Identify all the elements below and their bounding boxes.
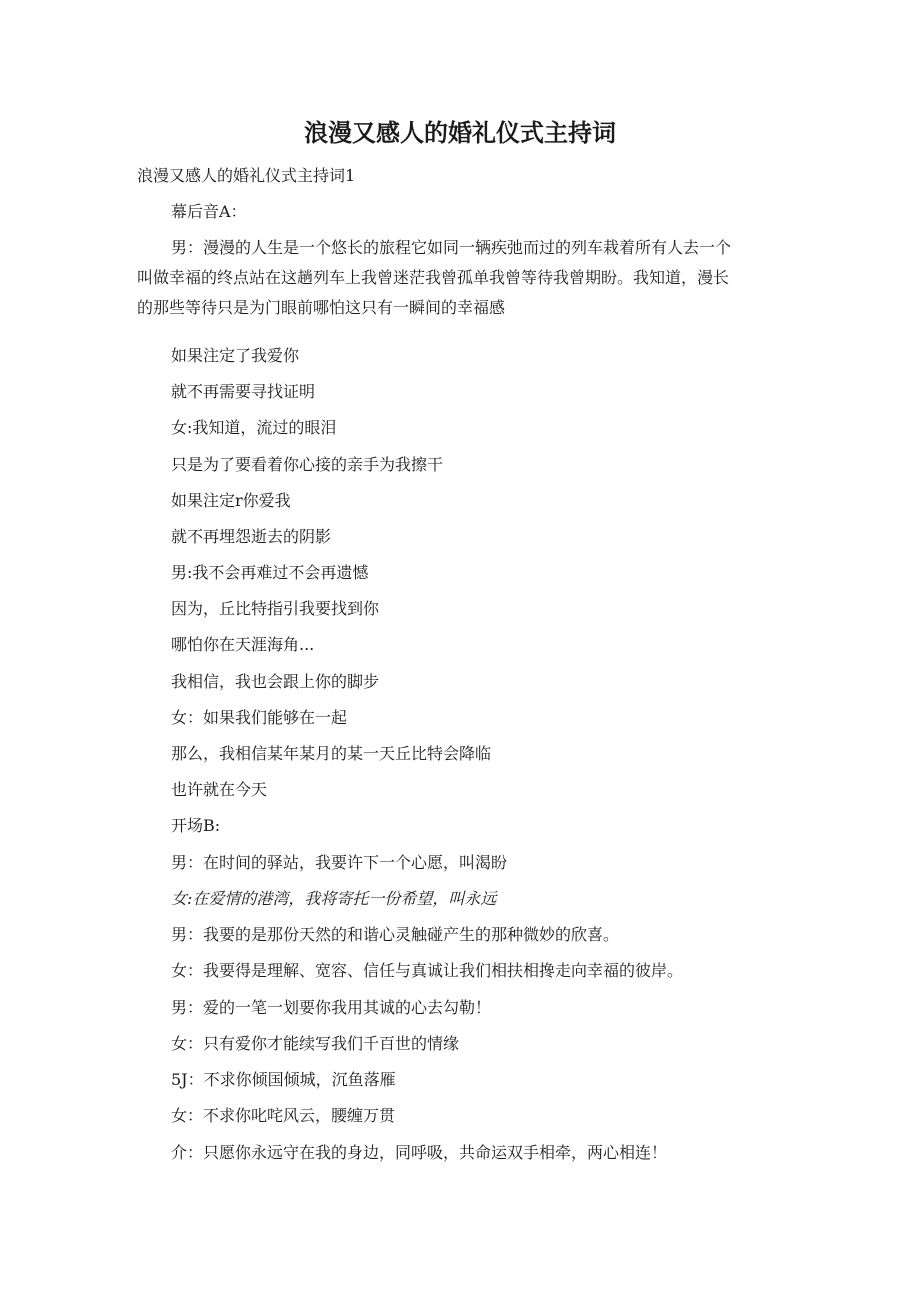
script-line: 如果注定r你爱我 — [171, 491, 291, 510]
paragraph-line-2: 叫做幸福的终点站在这趟列车上我曾迷茫我曾孤单我曾等待我曾期盼。我知道，漫长 — [137, 268, 730, 287]
script-line: 我相信，我也会跟上你的脚步 — [171, 672, 380, 691]
script-line: 也许就在今天 — [171, 780, 268, 799]
paragraph-line-1: 男：漫漫的人生是一个悠长的旅程它如同一辆疾弛而过的列车栽着所有人去一个 — [171, 238, 732, 257]
script-line: 女:在爱情的港湾，我将寄托一份希望，叫永远 — [171, 889, 497, 908]
script-line: 就不再埋怨逝去的阴影 — [171, 527, 332, 546]
script-line: 就不再需要寻找证明 — [171, 382, 316, 401]
script-line: 哪怕你在天涯海角... — [171, 635, 315, 654]
script-line: 女：我要得是理解、宽容、信任与真诚让我们相扶相搀走向幸福的彼岸。 — [171, 961, 684, 980]
script-line: 因为，丘比特指引我要找到你 — [171, 599, 380, 618]
script-line: 女：如果我们能够在一起 — [171, 708, 348, 727]
script-line: 男:我不会再难过不会再遗憾 — [171, 563, 369, 582]
script-line: 女：不求你叱咤风云，腰缠万贯 — [171, 1106, 396, 1125]
script-line: 介：只愿你永远守在我的身边，同呼吸，共命运双手相牵，两心相连！ — [171, 1143, 668, 1162]
script-line: 男：爱的一笔一划要你我用其诚的心去勾勒！ — [171, 998, 492, 1017]
script-line: 女:我知道，流过的眼泪 — [171, 418, 337, 437]
document-title: 浪漫又感人的婚礼仪式主持词 — [304, 119, 616, 147]
intro-paragraph — [137, 233, 777, 323]
script-line: 只是为了要看着你心接的亲手为我擦干 — [171, 455, 444, 474]
script-line: 那么，我相信某年某月的某一天丘比特会降临 — [171, 744, 492, 763]
script-line: 女：只有爱你才能续写我们千百世的情缘 — [171, 1034, 460, 1053]
script-line: 男：我要的是那份天然的和谐心灵触碰产生的那种微妙的欣喜。 — [171, 925, 620, 944]
paragraph-line-3: 的那些等待只是为门眼前哪怕这只有一瞬间的幸福感 — [137, 298, 506, 317]
section-a-label: 幕后音A： — [171, 202, 247, 221]
script-line: 5J：不求你倾国倾城，沉鱼落雁 — [171, 1070, 396, 1089]
section-b-label: 开场B: — [171, 816, 221, 835]
document-subtitle: 浪漫又感人的婚礼仪式主持词1 — [137, 166, 356, 185]
script-line: 如果注定了我爱你 — [171, 346, 300, 365]
script-line: 男：在时间的驿站，我要许下一个心愿，叫渴盼 — [171, 853, 508, 872]
